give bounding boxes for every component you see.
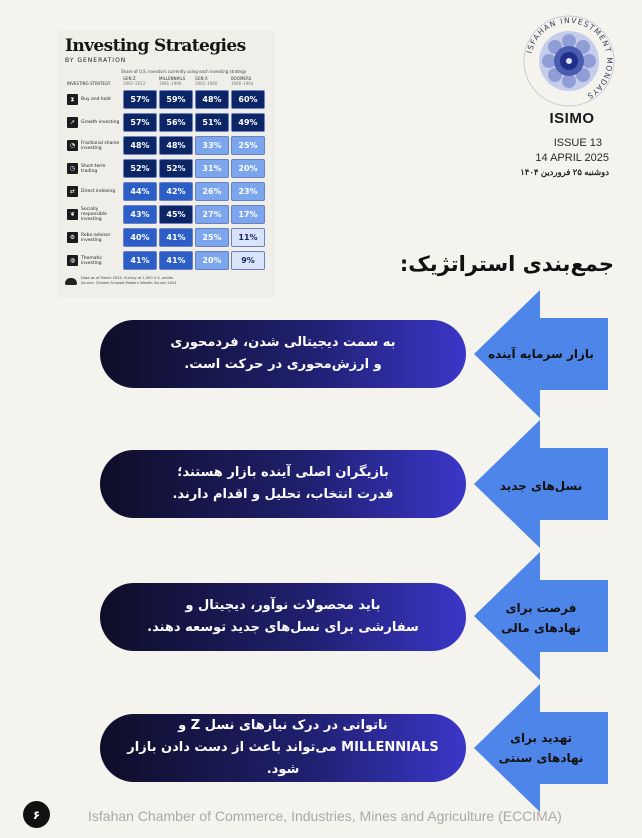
strategy-value-cell: 33% xyxy=(195,136,229,155)
strategy-value-cell: 60% xyxy=(231,90,265,109)
strategy-value-cell: 26% xyxy=(195,182,229,201)
row-label-line: تهدید برای xyxy=(509,731,573,745)
strategy-value-cell: 17% xyxy=(231,205,265,224)
strategy-label: Fractional shares investing xyxy=(81,140,120,151)
strategies-table xyxy=(65,76,267,272)
strategy-value-cell: 43% xyxy=(123,205,157,224)
strategy-value-cell: 25% xyxy=(231,136,265,155)
summary-pill xyxy=(100,450,466,518)
pill-text-line: قدرت انتخاب، تحلیل و اقدام دارند. xyxy=(172,487,394,502)
strategy-label: Socially responsible investing xyxy=(81,207,107,222)
strategy-row xyxy=(67,111,265,134)
arrows-icon: ⇄ xyxy=(67,186,78,197)
infographic-footnote xyxy=(65,276,267,286)
strategy-value-cell: 11% xyxy=(231,228,265,247)
strategy-label: Short-term trading xyxy=(81,163,106,174)
issue-number: ISSUE 13 xyxy=(553,137,602,149)
footnote-line: Data as of March 2024. Survey of 1,000 U.S. adults xyxy=(81,276,174,280)
strategy-value-cell: 57% xyxy=(123,90,157,109)
strategy-value-cell: 42% xyxy=(159,182,193,201)
gen-header: BOOMERS 1946–1964 xyxy=(231,76,254,86)
strategy-value-cell: 52% xyxy=(159,159,193,178)
strategy-value-cell: 52% xyxy=(123,159,157,178)
pill-text-line: به سمت دیجیتالی شدن، فردمحوری xyxy=(170,335,396,350)
summary-pill xyxy=(100,320,466,388)
gen-header: GEN X 1965–1980 xyxy=(195,76,218,86)
publisher-logo-icon xyxy=(65,278,77,285)
strategy-value-cell: 20% xyxy=(231,159,265,178)
infographic-note: Share of U.S. investors currently using each investing strategy xyxy=(121,69,247,74)
gen-header: GEN Z 1997–2012 xyxy=(123,76,146,86)
row-label-line: نهادهای مالی xyxy=(501,621,581,635)
strategy-value-cell: 25% xyxy=(195,228,229,247)
strategy-value-cell: 48% xyxy=(195,90,229,109)
summary-pill xyxy=(100,583,466,651)
strategy-label: Growth investing xyxy=(81,120,120,125)
strategy-label: Direct indexing xyxy=(81,189,116,194)
strategy-value-cell: 59% xyxy=(159,90,193,109)
row-label-line: فرصت برای xyxy=(505,601,577,615)
strategy-label: Thematic investing xyxy=(81,255,102,266)
strategy-value-cell: 48% xyxy=(123,136,157,155)
page-number: ۶ xyxy=(23,801,50,828)
strategy-value-cell: 41% xyxy=(159,228,193,247)
strategy-row xyxy=(67,249,265,272)
leaf-icon: ❦ xyxy=(67,209,78,220)
strategy-value-cell: 57% xyxy=(123,113,157,132)
strategy-value-cell: 48% xyxy=(159,136,193,155)
strategy-row xyxy=(67,180,265,203)
robot-icon: ⚙ xyxy=(67,232,78,243)
strategy-row xyxy=(67,226,265,249)
clock-icon: ◷ xyxy=(67,163,78,174)
strategy-value-cell: 44% xyxy=(123,182,157,201)
strategy-column-header: INVESTING STRATEGY xyxy=(67,81,111,86)
pill-text-line: و ارزش‌محوری در حرکت است. xyxy=(184,357,382,372)
globe-icon: ◍ xyxy=(67,255,78,266)
pill-text-line: MILLENNIALS می‌تواند باعث از دست دادن بازار شود. xyxy=(127,740,439,777)
infographic-title: Investing Strategies xyxy=(65,36,246,56)
strategy-value-cell: 23% xyxy=(231,182,265,201)
hourglass-icon: ⧗ xyxy=(67,94,78,105)
pill-text-line: بازیگران اصلی آینده بازار هستند؛ xyxy=(177,465,389,480)
strategy-value-cell: 9% xyxy=(231,251,265,270)
strategy-value-cell: 41% xyxy=(123,251,157,270)
summary-pill xyxy=(100,714,466,782)
strategy-label: Robo-advisor investing xyxy=(81,232,111,243)
strategies-table-body xyxy=(67,88,265,272)
strategy-row xyxy=(67,157,265,180)
infographic-subtitle: BY GENERATION xyxy=(65,57,127,64)
pill-text-line: باید محصولات نوآور، دیجیتال و xyxy=(185,598,381,613)
footer-organization: Isfahan Chamber of Commerce, Industries, Mines and Agriculture (ECCIMA) xyxy=(88,808,562,824)
strategy-value-cell: 51% xyxy=(195,113,229,132)
isimo-emblem-icon xyxy=(522,14,616,108)
pie-icon: ◔ xyxy=(67,140,78,151)
strategy-row xyxy=(67,88,265,111)
footnote-line: Source: Charles Schwab Modern Wealth Survey 2024 xyxy=(81,281,177,285)
pill-text-line: سفارشی برای نسل‌های جدید توسعه دهند. xyxy=(147,620,419,635)
strategy-label: Buy and hold xyxy=(81,97,111,102)
investing-strategies-infographic xyxy=(57,30,275,298)
strategy-row xyxy=(67,134,265,157)
strategy-value-cell: 31% xyxy=(195,159,229,178)
row-label xyxy=(482,596,600,640)
row-label-line: نهادهای سنتی xyxy=(498,751,584,765)
strategy-value-cell: 56% xyxy=(159,113,193,132)
row-label xyxy=(482,726,600,770)
row-label: نسل‌های جدید xyxy=(499,479,583,493)
page-heading: جمع‌بندی استراتژیک: xyxy=(399,252,614,276)
strategy-value-cell: 49% xyxy=(231,113,265,132)
row-label: بازار سرمایه آینده xyxy=(488,347,594,361)
pill-text-line: ناتوانی در درک نیازهای نسل Z و xyxy=(178,718,388,733)
strategy-value-cell: 27% xyxy=(195,205,229,224)
growth-chart-icon: ↗ xyxy=(67,117,78,128)
strategy-value-cell: 40% xyxy=(123,228,157,247)
persian-date: دوشنبه ۲۵ فروردین ۱۴۰۴ xyxy=(520,167,609,177)
strategy-value-cell: 20% xyxy=(195,251,229,270)
svg-text:ISFAHAN INVESTMENT MONDAYS: ISFAHAN INVESTMENT MONDAYS xyxy=(524,15,615,102)
isimo-wordmark: ISIMO xyxy=(549,110,595,127)
strategy-value-cell: 41% xyxy=(159,251,193,270)
issue-date: 14 APRIL 2025 xyxy=(535,152,609,164)
strategy-value-cell: 45% xyxy=(159,205,193,224)
gen-header: MILLENNIALS 1981–1996 xyxy=(159,76,186,86)
strategy-row xyxy=(67,203,265,226)
